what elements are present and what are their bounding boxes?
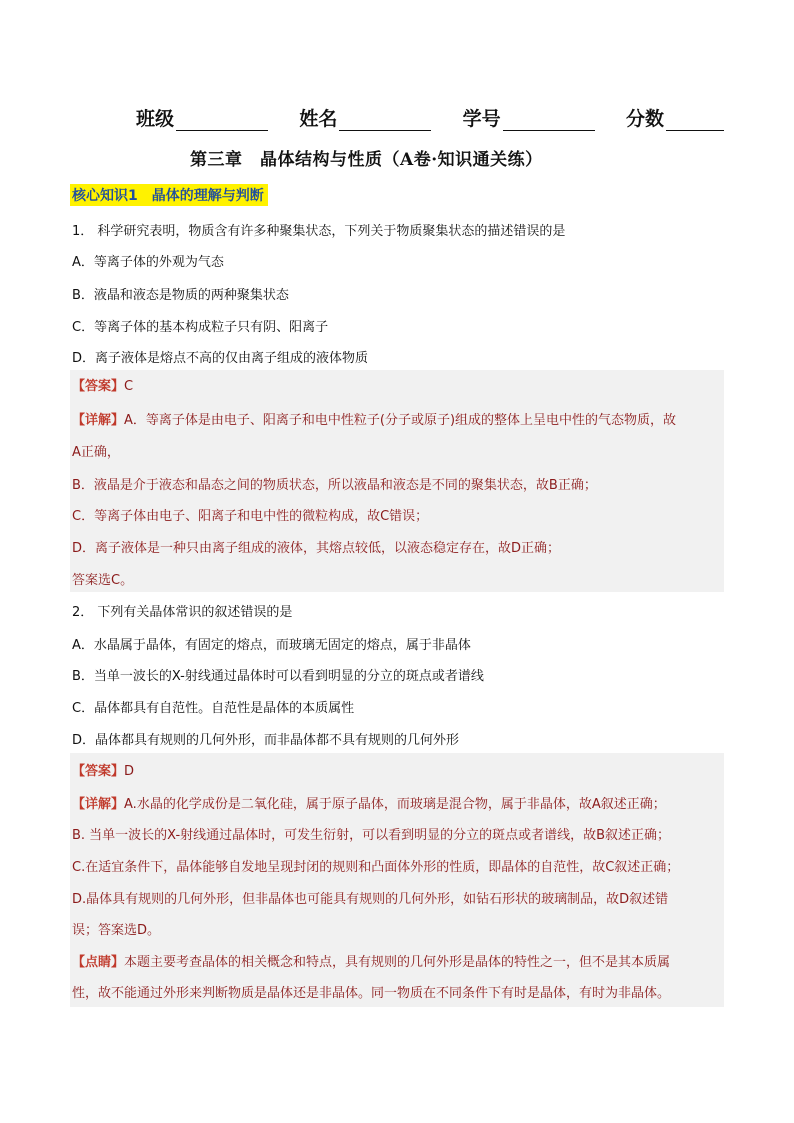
number-field	[463, 104, 595, 131]
q1-option-d: D．离子液体是熔点不高的仅由离子组成的液体物质	[72, 351, 369, 366]
q1-answer-block	[70, 370, 724, 592]
name-label: 姓名	[299, 108, 338, 130]
score-field	[626, 104, 724, 131]
q2-detail-line-1	[72, 793, 724, 812]
chapter-title: 第三章 晶体结构与性质（A卷·知识通关练）	[190, 150, 543, 170]
student-info-header	[136, 104, 724, 131]
q1-detail-4: D．离子液体是一种只由离子组成的液体，其熔点较低，以液态稳定存在，故D正确；	[72, 541, 561, 556]
q1-detail-tag: 【详解】	[72, 413, 125, 428]
q1-answer-value: C	[124, 379, 134, 394]
q1-option-b: B．液晶和液态是物质的两种聚集状态	[72, 288, 289, 303]
q2-option-d: D．晶体都具有规则的几何外形，而非晶体都不具有规则的几何外形	[72, 733, 460, 748]
score-blank[interactable]	[666, 112, 724, 131]
q2-detail-3: C.在适宜条件下，晶体能够自发地呈现封闭的规则和凸面体外形的性质，即晶体的自范性，故C叙述正确；	[72, 860, 680, 875]
q1-detail-1b: A正确，	[72, 445, 120, 460]
q1-conclusion: 答案选C。	[72, 573, 134, 588]
name-field	[299, 104, 431, 131]
q1-detail-3: C．等离子体由电子、阳离子和电中性的微粒构成，故C错误；	[72, 509, 429, 524]
q2-comment-1: 本题主要考查晶体的相关概念和特点，具有规则的几何外形是晶体的特性之一，但不是其本质属	[124, 955, 671, 970]
q2-detail-4: D.晶体具有规则的几何外形，但非晶体也可能具有规则的几何外形，如钻石形状的玻璃制品，故D叙述错	[72, 892, 669, 907]
q2-stem: 2． 下列有关晶体常识的叙述错误的是	[72, 605, 293, 620]
q2-comment-2: 性，故不能通过外形来判断物质是晶体还是非晶体。同一物质在不同条件下有时是晶体，有时为非晶体。	[72, 986, 671, 1001]
q2-detail-tag: 【详解】	[72, 797, 125, 812]
q2-answer-block	[70, 753, 724, 1007]
class-label: 班级	[136, 108, 175, 130]
q1-option-a: A．等离子体的外观为气态	[72, 255, 224, 270]
q2-option-b: B．当单一波长的X-射线通过晶体时可以看到明显的分立的斑点或者谱线	[72, 669, 484, 684]
name-blank[interactable]	[339, 112, 431, 131]
class-field	[136, 104, 268, 131]
q1-detail-2: B．液晶是介于液态和晶态之间的物质状态，所以液晶和液态是不同的聚集状态，故B正确；	[72, 478, 597, 493]
q1-detail-line-1	[72, 409, 724, 428]
q2-comment-tag: 【点睛】	[72, 955, 125, 970]
q1-answer-tag: 【答案】	[72, 379, 125, 394]
q2-option-a: A．水晶属于晶体，有固定的熔点，而玻璃无固定的熔点，属于非晶体	[72, 638, 471, 653]
q2-detail-4b: 误；答案选D。	[72, 923, 161, 938]
q1-stem: 1． 科学研究表明，物质含有许多种聚集状态，下列关于物质聚集状态的描述错误的是	[72, 224, 566, 239]
q2-answer-line	[72, 760, 724, 779]
number-blank[interactable]	[503, 112, 595, 131]
q2-detail-1: A.水晶的化学成份是二氧化硅，属于原子晶体，而玻璃是混合物，属于非晶体，故A叙述正确；	[124, 797, 666, 812]
section-heading: 核心知识1 晶体的理解与判断	[70, 184, 268, 206]
q1-detail-1: A．等离子体是由电子、阳离子和电中性粒子(分子或原子)组成的整体上呈电中性的气态物质，故	[124, 413, 677, 428]
score-label: 分数	[625, 108, 664, 130]
q2-answer-tag: 【答案】	[72, 764, 125, 779]
q2-answer-value: D	[124, 764, 135, 779]
class-blank[interactable]	[176, 112, 268, 131]
q1-answer-line	[72, 375, 724, 394]
q2-detail-2: B. 当单一波长的X-射线通过晶体时，可发生衍射，可以看到明显的分立的斑点或者谱线，故B叙述正确；	[72, 828, 671, 843]
q2-option-c: C．晶体都具有自范性。自范性是晶体的本质属性	[72, 701, 355, 716]
number-label: 学号	[462, 108, 501, 130]
q1-option-c: C．等离子体的基本构成粒子只有阴、阳离子	[72, 320, 329, 335]
q2-comment-line-1	[72, 951, 724, 970]
